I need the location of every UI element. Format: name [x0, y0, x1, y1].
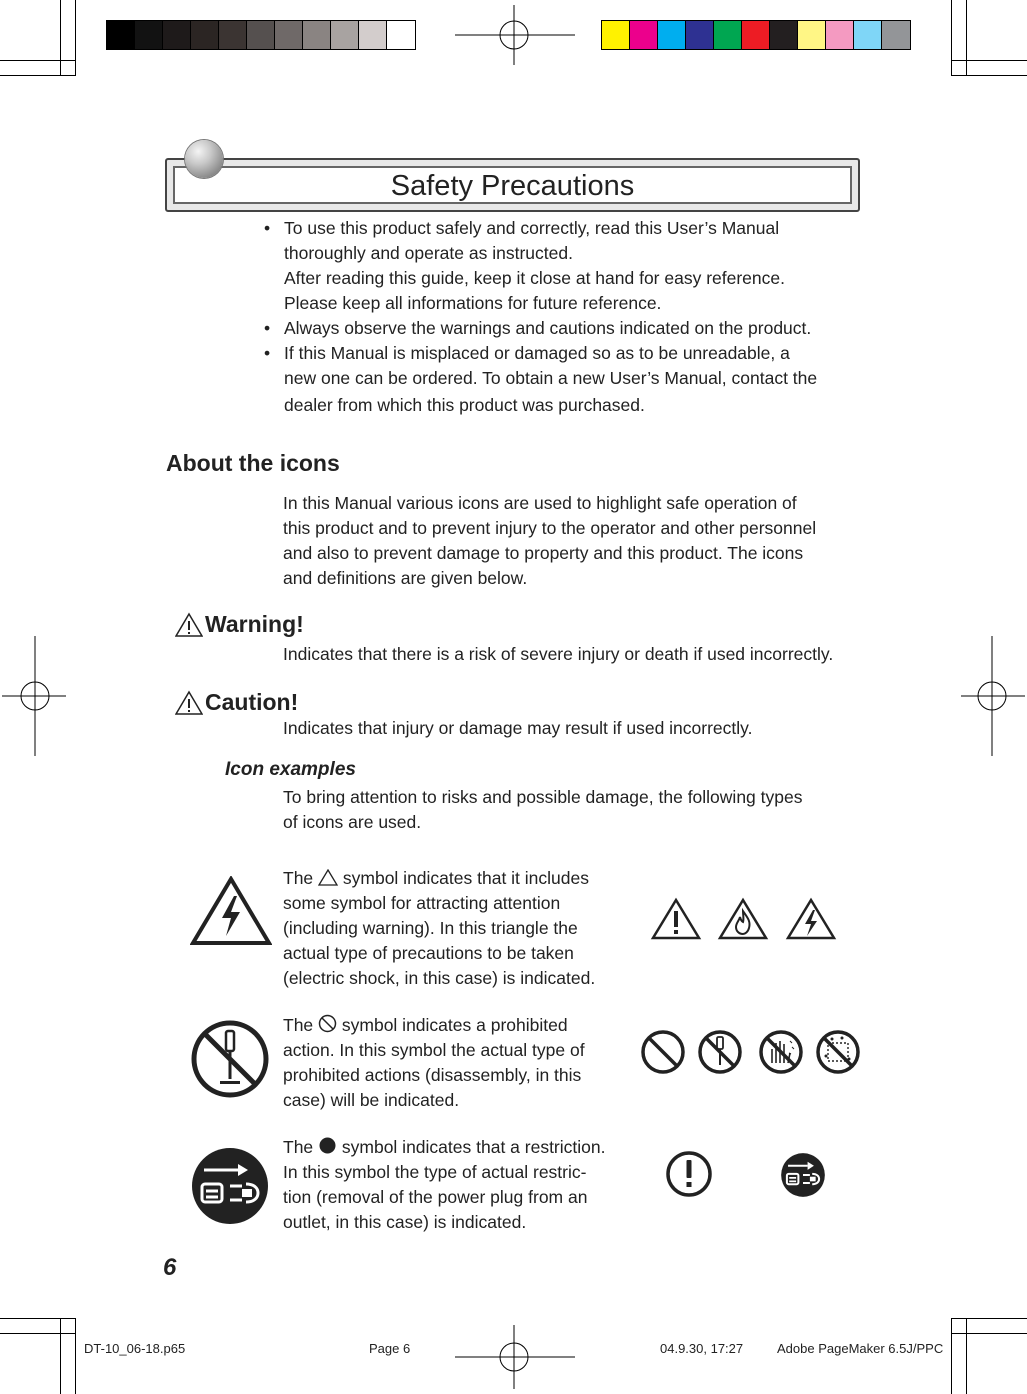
color-swatch: [686, 21, 714, 49]
text-fragment: symbol indicates that it includes: [338, 868, 589, 888]
caution-triangle-icon: [175, 690, 203, 716]
gray-swatch: [359, 21, 387, 49]
paragraph-line: outlet, in this case) is indicated.: [283, 1212, 527, 1232]
caution-description: Indicates that injury or damage may result if used incorrectly.: [283, 718, 753, 738]
bullet-item: [264, 341, 864, 418]
paragraph-line: To bring attention to risks and possible damage, the following types: [283, 787, 803, 807]
gray-swatch: [219, 21, 247, 49]
prohibited-symbol-description: [283, 1013, 643, 1113]
paragraph-line: In this Manual various icons are used to highlight safe operation of: [283, 493, 797, 513]
no-disassembly-icon: [190, 1019, 270, 1099]
paragraph-line: case) will be indicated.: [283, 1090, 460, 1110]
bullet-item: [264, 216, 864, 316]
sphere-ornament-icon: [185, 140, 223, 178]
unplug-power-icon: [190, 1146, 270, 1226]
color-swatch: [714, 21, 742, 49]
prohibited-outline-icon: [318, 1014, 337, 1033]
gray-swatch: [303, 21, 331, 49]
registration-target-top: [455, 5, 575, 65]
text-fragment: The: [283, 1015, 314, 1035]
gray-swatch: [191, 21, 219, 49]
grayscale-swatch-bar: [106, 20, 416, 50]
warning-heading: [175, 611, 304, 638]
mandatory-action-icon: [665, 1150, 713, 1198]
warning-label: Warning!: [205, 611, 304, 637]
paragraph-line: prohibited actions (disassembly, in this: [283, 1065, 582, 1085]
paragraph-line: action. In this symbol the actual type of: [283, 1040, 585, 1060]
about-heading: About the icons: [166, 450, 340, 476]
footer-filename: DT-10_06-18.p65: [84, 1341, 186, 1356]
text-fragment: symbol indicates that a restriction.: [337, 1137, 606, 1157]
gray-swatch: [163, 21, 191, 49]
color-swatch: [798, 21, 826, 49]
bullet-line: dealer from which this product was purchased.: [284, 395, 645, 415]
bullet-line: • Always observe the warnings and cautions indicated on the product.: [284, 318, 812, 338]
color-swatch: [630, 21, 658, 49]
triangle-outline-icon: [318, 869, 338, 886]
icon-examples-heading: Icon examples: [225, 759, 356, 780]
mandatory-symbol-description: [283, 1135, 643, 1235]
paragraph-line: and also to prevent damage to property and this product. The icons: [283, 543, 804, 563]
bullet-line: thoroughly and operate as instructed.: [284, 243, 573, 263]
gray-swatch: [247, 21, 275, 49]
about-paragraph: [283, 491, 873, 591]
text-fragment: The: [283, 1137, 314, 1157]
caution-heading: [175, 689, 298, 716]
no-water-icon: [815, 1029, 861, 1075]
paragraph-line: some symbol for attracting attention: [283, 893, 561, 913]
bullet-line: • If this Manual is misplaced or damaged so as to be unreadable, a: [284, 343, 790, 363]
prohibited-icon: [640, 1029, 686, 1075]
filled-circle-icon: [318, 1136, 337, 1155]
page-number: 6: [163, 1254, 177, 1281]
paragraph-line: tion (removal of the power plug from an: [283, 1187, 588, 1207]
general-warning-icon: [650, 897, 702, 941]
text-fragment: symbol indicates a prohibited: [337, 1015, 568, 1035]
page-title: Safety Precautions: [390, 170, 635, 202]
no-disassembly-small-icon: [697, 1029, 743, 1075]
warning-description: Indicates that there is a risk of severe injury or death if used incorrectly.: [283, 644, 834, 664]
footer-date: 04.9.30, 17:27: [660, 1341, 744, 1356]
paragraph-line: (including warning). In this triangle the: [283, 918, 578, 938]
registration-target-right: [961, 636, 1025, 756]
paragraph-line: (electric shock, in this case) is indicated.: [283, 968, 596, 988]
footer-application: Adobe PageMaker 6.5J/PPC: [777, 1341, 944, 1356]
electric-shock-small-icon: [785, 897, 837, 941]
paragraph-line: actual type of precautions to be taken: [283, 943, 574, 963]
color-swatch: [826, 21, 854, 49]
paragraph-line: In this symbol the type of actual restric-: [283, 1162, 587, 1182]
title-banner: [165, 158, 860, 212]
color-swatch: [770, 21, 798, 49]
gray-swatch: [107, 21, 135, 49]
intro-bullet-list: [264, 216, 864, 418]
icon-examples-intro: [283, 785, 873, 835]
color-swatch-bar: [601, 20, 911, 50]
color-swatch: [742, 21, 770, 49]
warning-triangle-icon: [175, 612, 203, 638]
color-swatch: [882, 21, 910, 49]
gray-swatch: [275, 21, 303, 49]
paragraph-line: and definitions are given below.: [283, 568, 528, 588]
color-swatch: [602, 21, 630, 49]
do-not-touch-icon: [758, 1029, 804, 1075]
gray-swatch: [135, 21, 163, 49]
bullet-line: new one can be ordered. To obtain a new User’s Manual, contact the: [284, 368, 818, 388]
color-swatch: [854, 21, 882, 49]
triangle-symbol-description: [283, 866, 643, 991]
gray-swatch: [387, 21, 415, 49]
caution-label: Caution!: [205, 689, 299, 715]
bullet-line: After reading this guide, keep it close at hand for easy reference.: [284, 268, 785, 288]
registration-target-left: [2, 636, 66, 756]
bullet-line: Please keep all informations for future reference.: [284, 293, 662, 313]
gray-swatch: [331, 21, 359, 49]
fire-warning-icon: [717, 897, 769, 941]
text-fragment: The: [283, 868, 314, 888]
paragraph-line: of icons are used.: [283, 812, 422, 832]
bullet-item: [264, 316, 864, 341]
electric-shock-warning-icon: [190, 876, 272, 946]
unplug-power-small-icon: [780, 1152, 826, 1198]
paragraph-line: this product and to prevent injury to the operator and other personnel: [283, 518, 817, 538]
footer-page: Page 6: [369, 1341, 411, 1356]
color-swatch: [658, 21, 686, 49]
bullet-line: • To use this product safely and correctly, read this User’s Manual: [284, 218, 780, 238]
registration-target-bottom: [455, 1325, 575, 1389]
